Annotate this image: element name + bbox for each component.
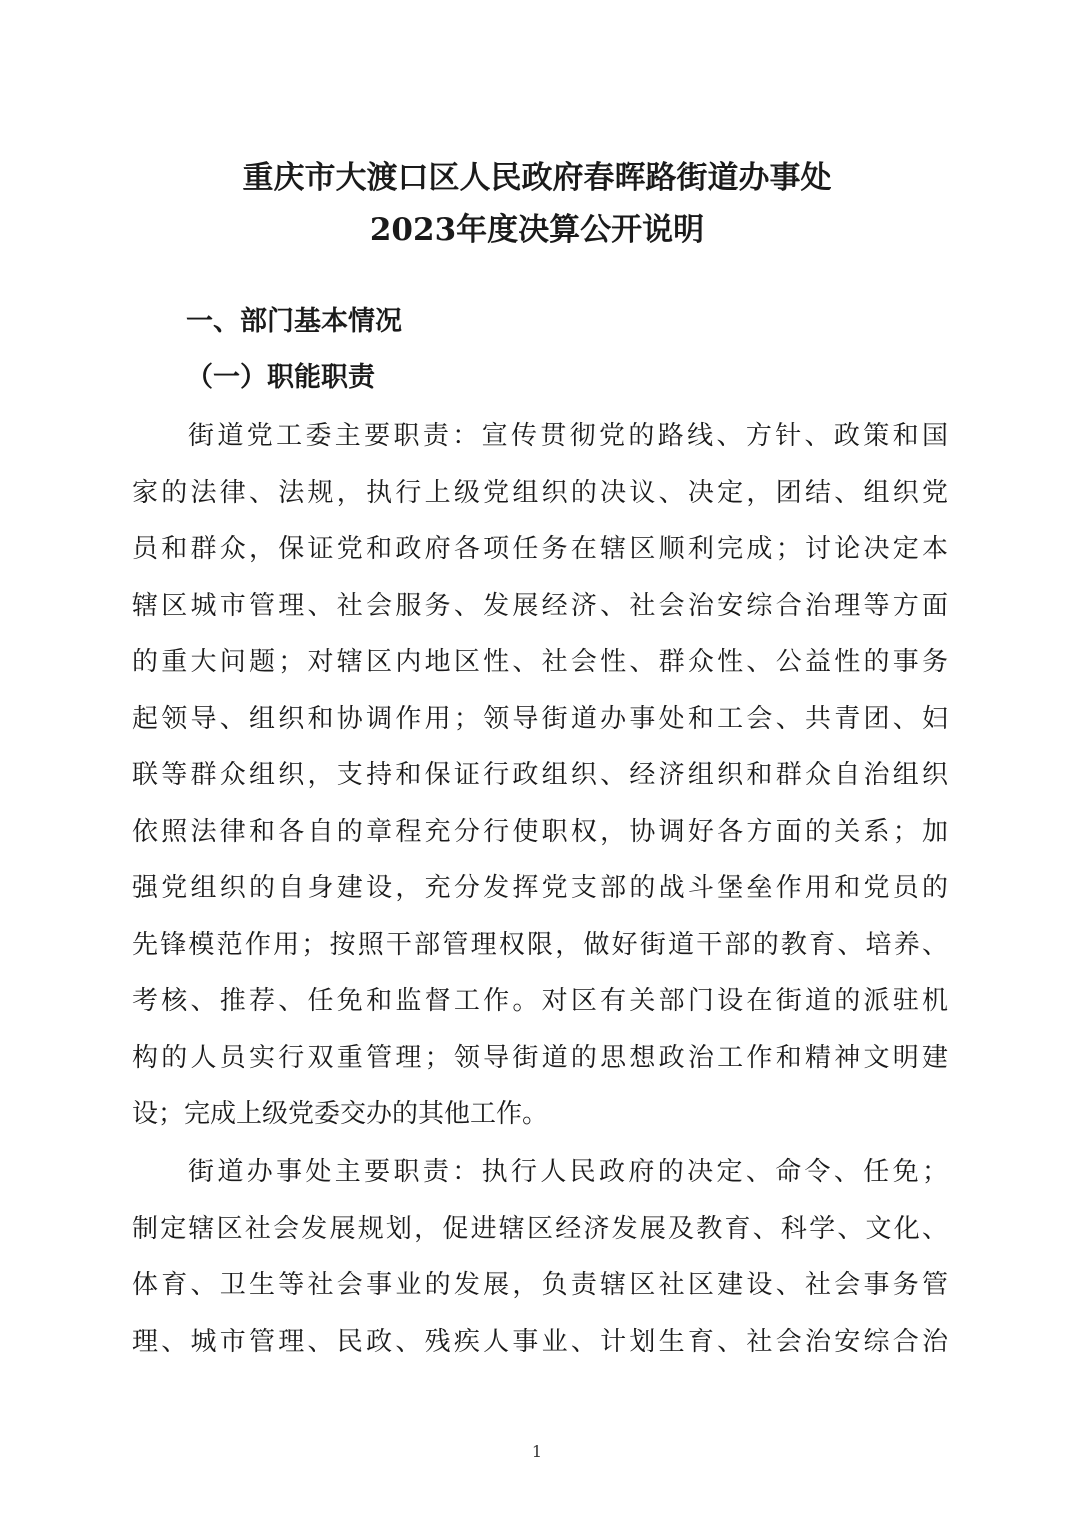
paragraph-line: 街道党工委主要职责：宣传贯彻党的路线、方针、政策和国	[188, 421, 948, 451]
paragraph-line: 体育、卫生等社会事业的发展，负责辖区社区建设、社会事务管	[132, 1270, 948, 1300]
section-heading-basic-info: 一、部门基本情况	[186, 306, 402, 337]
paragraph-office-duties	[132, 1144, 948, 1370]
paragraph-line: 强党组织的自身建设，充分发挥党支部的战斗堡垒作用和党员的	[132, 873, 948, 903]
paragraph-line: 家的法律、法规，执行上级党组织的决议、决定，团结、组织党	[132, 477, 948, 508]
paragraph-line: 先锋模范作用；按照干部管理权限，做好街道干部的教育、培养、	[132, 929, 948, 960]
paragraph-line: 依照法律和各自的章程充分行使职权，协调好各方面的关系；加	[132, 816, 948, 847]
document-title-line-1: 重庆市大渡口区人民政府春晖路街道办事处	[242, 160, 832, 196]
paragraph-line: 员和群众，保证党和政府各项任务在辖区顺利完成；讨论决定本	[132, 534, 948, 564]
paragraph-line: 理、城市管理、民政、残疾人事业、计划生育、社会治安综合治	[132, 1326, 948, 1357]
paragraph-party-committee-duties	[132, 408, 948, 1143]
document-title-line-2: 2023年度决算公开说明	[369, 212, 705, 248]
subsection-heading-functions: （一）职能职责	[186, 362, 375, 393]
page-number: 1	[531, 1442, 543, 1461]
paragraph-line: 的重大问题；对辖区内地区性、社会性、群众性、公益性的事务	[132, 647, 948, 677]
paragraph-line: 联等群众组织，支持和保证行政组织、经济组织和群众自治组织	[132, 760, 948, 790]
paragraph-line: 设；完成上级党委交办的其他工作。	[132, 1099, 549, 1129]
paragraph-line: 考核、推荐、任免和监督工作。对区有关部门设在街道的派驻机	[132, 986, 948, 1016]
paragraph-line: 起领导、组织和协调作用；领导街道办事处和工会、共青团、妇	[132, 703, 948, 734]
paragraph-line: 辖区城市管理、社会服务、发展经济、社会治安综合治理等方面	[132, 590, 948, 621]
paragraph-line: 构的人员实行双重管理；领导街道的思想政治工作和精神文明建	[132, 1042, 948, 1073]
paragraph-line: 街道办事处主要职责：执行人民政府的决定、命令、任免；	[188, 1157, 948, 1187]
paragraph-line: 制定辖区社会发展规划，促进辖区经济发展及教育、科学、文化、	[132, 1213, 948, 1244]
